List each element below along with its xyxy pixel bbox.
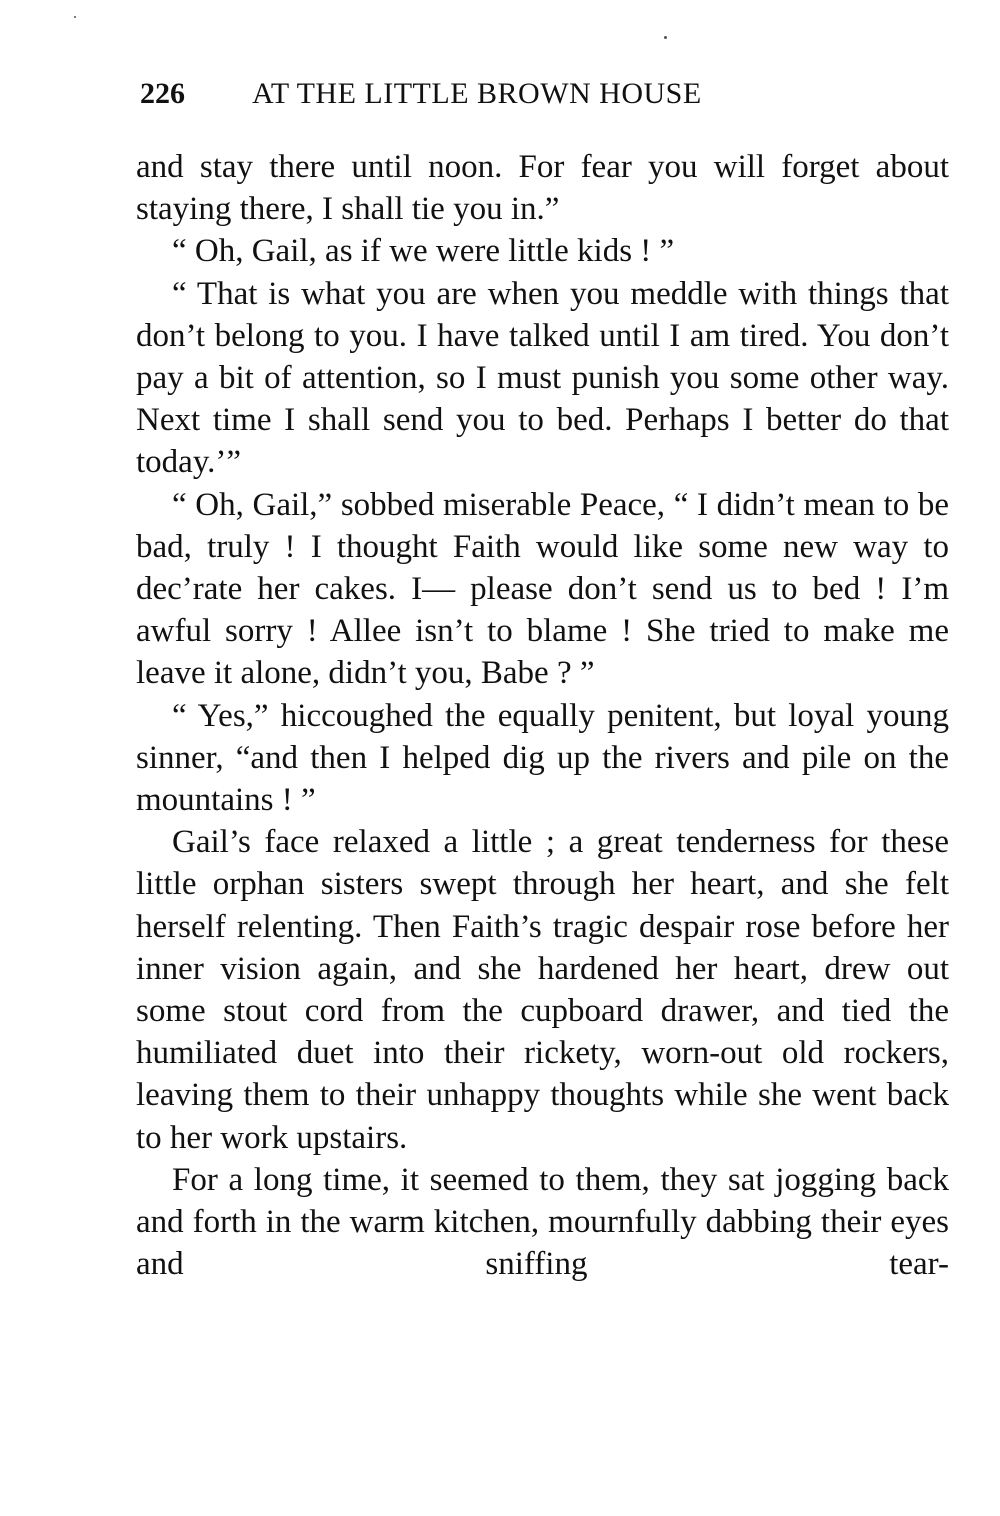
paragraph-6: Gail’s face relaxed a little ; a great tenderness for these little orphan sisters swept through her heart, and she felt herself relenting. Then Faith’s tragic despair rose before her inner vision again, and she hardened her heart, drew out some stout cord from the cupboard drawer, and tied the humiliated duet into their rickety, worn-out old rockers, leaving them to their unhappy thoughts while she went back to her work upstairs. (136, 824, 949, 1156)
paragraph-7: For a long time, it seemed to them, they sat jogging back and forth in the warm kitchen, mournfully dabbing their eyes and sniffing tear- (136, 1161, 949, 1283)
paragraph-1: and stay there until noon. For fear you will forget about staying there, I shall tie you in.” (136, 149, 949, 228)
page-number: 226 (140, 77, 185, 110)
paragraph-5: “ Yes,” hiccoughed the equally penitent, but loyal young sinner, “and then I helped dig up the rivers and pile on the mountains ! ” (136, 697, 949, 819)
paragraph-3: “ That is what you are when you meddle with things that don’t belong to you. I have talked until I am tired. You don’t pay a bit of attention, so I must punish you some other way. Next time I shall send you to bed. Perhaps I better do that today.’” (136, 275, 949, 481)
paragraph-4: “ Oh, Gail,” sobbed miserable Peace, “ I didn’t mean to be bad, truly ! I thought Faith would like some new way to dec’rate her cakes. I— please don’t send us to bed ! I’m awful sorry ! Allee isn’t to blame ! She tried to make me leave it alone, didn’t you, Babe ? ” (136, 486, 949, 692)
running-head (140, 74, 840, 114)
body-text (136, 146, 949, 1285)
running-title: AT THE LITTLE BROWN HOUSE (252, 77, 702, 110)
paragraph-2: “ Oh, Gail, as if we were little kids ! ” (172, 233, 675, 270)
print-speck (74, 16, 76, 18)
print-speck (664, 36, 667, 39)
